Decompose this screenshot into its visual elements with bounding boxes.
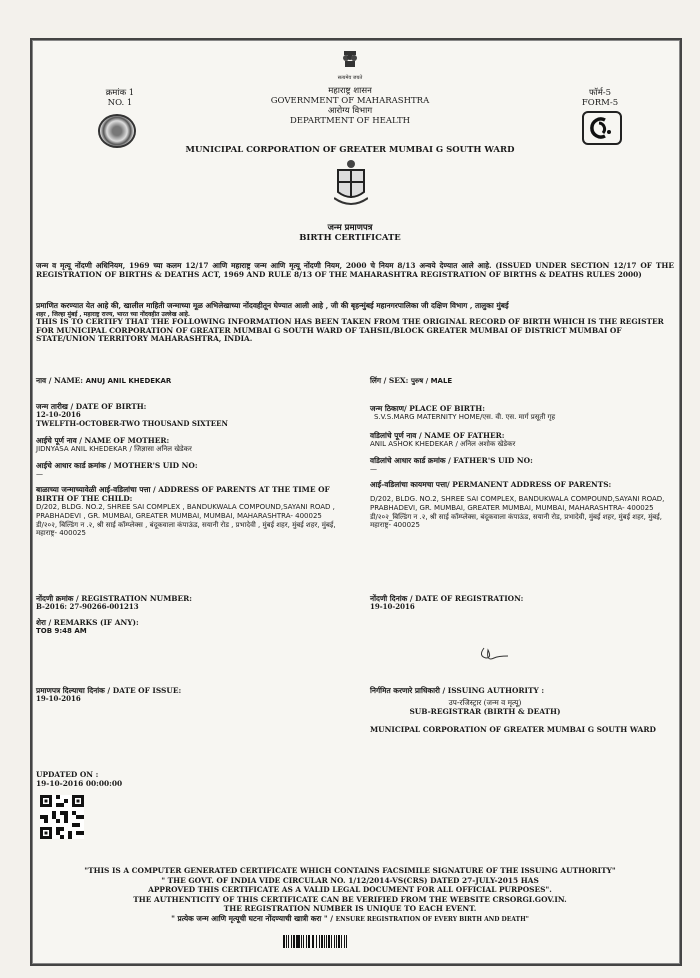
mother-label: आईचे पूर्ण नाव / NAME OF MOTHER: — [36, 435, 170, 445]
emblem-motto: सत्यमेव जयते — [337, 75, 363, 81]
certify-mr-1: प्रमाणित करण्यात येत आहे की, खालील माहिती जन्माच्या मूळ अभिलेखाच्या नोंदवहीतून घेण्यात आली आहे , जी की बृहन्मुंबई महानगरपालिका जी दक्षिण विभाग , तालुका मुंबई — [36, 301, 509, 310]
title-en: BIRTH CERTIFICATE — [299, 233, 401, 243]
footer-disclaimer — [60, 866, 640, 925]
father-label: वडिलांचे पूर्ण नाव / NAME OF FATHER: — [370, 430, 505, 440]
right-column — [370, 376, 675, 530]
dept-en: DEPARTMENT OF HEALTH — [289, 116, 411, 126]
title-mr: जन्म प्रमाणपत्र — [327, 223, 373, 233]
issued-mr: जन्म व मृत्यू नोंदणी अधिनियम, 1969 च्या कलम 12/17 आणि महाराष्ट्र जन्म आणि मृत्यू नोंदणी नियम, 2000 चे नियम 8/13 अन्वये देण्यात आले आहे. — [36, 261, 492, 270]
gov-mr: महाराष्ट्र शासन — [328, 86, 372, 96]
father-uid-label: वडिलांचे आधार कार्ड क्रमांक / FATHER'S UID NO: — [370, 455, 533, 465]
form-number — [570, 88, 630, 108]
addr-perm-en: D/202, BLDG. NO.2, SHREE SAI COMPLEX, BANDUKWALA COMPOUND,SAYANI ROAD, PRABHADEVI, GR. MUMBAI, GREATER MUMBAI, MUMBAI, MAHARASHTRA- 400025 — [370, 495, 665, 512]
barcode-bar — [347, 935, 348, 948]
footer-line-6-en: ENSURE REGISTRATION OF EVERY BIRTH AND DEATH" — [335, 915, 529, 923]
footer-line-1: "THIS IS A COMPUTER GENERATED CERTIFICATE WHICH CONTAINS FACSIMILE SIGNATURE OF THE ISSUING AUTHORITY" — [84, 866, 616, 875]
registration-number-field — [36, 594, 356, 636]
addr-perm-mr: डी/२०२_बिल्डिंग न .२, श्री साई कॉम्प्लेक्स, बंदूकवाला कंपाऊंड, सयानी रोड, प्रभादेवी, मुंबई शहर, मुंबई शहर, मुंबई, महाराष्ट्र- 400025 — [370, 512, 662, 530]
serial-number-en: NO. 1 — [107, 98, 133, 108]
certify-text — [36, 302, 674, 344]
footer-line-3: APPROVED THIS CERTIFICATE AS A VALID LEGAL DOCUMENT FOR ALL OFFICIAL PURPOSES". — [148, 885, 552, 895]
certify-en: THIS IS TO CERTIFY THAT THE FOLLOWING INFORMATION HAS BEEN TAKEN FROM THE ORIGINAL RECORD OF BIRTH WHICH IS THE REGISTER FOR MUNICIPAL CORPORATION OF GREATER MUMBAI G SOUTH WARD OF TAHSIL/BLOCK GREATER MUMBAI OF DISTRICT MUMBAI OF STATE/UNION TERRITORY MAHARASHTRA, INDIA. — [36, 316, 664, 344]
qr-code-icon — [40, 795, 84, 839]
mcgm-crest-icon — [334, 158, 368, 208]
government-header — [230, 86, 470, 126]
signature-stroke-icon — [476, 644, 516, 664]
regdate-value: 19-10-2016 — [370, 602, 415, 612]
ashoka-emblem-icon — [339, 48, 361, 70]
gov-en: GOVERNMENT OF MAHARASHTRA — [270, 96, 430, 106]
health-department-seal-icon — [98, 114, 136, 148]
dob-label: जन्म तारीख / DATE OF BIRTH: — [36, 401, 147, 411]
remarks-value: TOB 9:48 AM — [36, 627, 87, 636]
mother-value: JIDNYASA ANIL KHEDEKAR / जिज्ञासा अनिल खेडेकर — [36, 444, 192, 453]
regno-label: नोंदणी क्रमांक / REGISTRATION NUMBER: — [36, 594, 193, 603]
registration-date-field — [370, 594, 675, 612]
sex-field — [370, 376, 675, 386]
footer-line-2: " THE GOVT. OF INDIA VIDE CIRCULAR NO. 1/12/2014-VS(CRS) DATED 27-JULY-2015 HAS — [161, 875, 539, 885]
signature-image — [476, 644, 516, 664]
issued-en-1: (ISSUED UNDER — [495, 261, 567, 270]
crs-logo-icon — [582, 111, 622, 145]
serial-number-mr: क्रमांक 1 — [105, 88, 135, 98]
dob-value: 12-10-2016 — [36, 410, 81, 419]
issuing-authority — [370, 686, 675, 734]
name-value: ANUJ ANIL KHEDEKAR — [85, 377, 172, 385]
dob-words: TWELFTH-OCTOBER-TWO THOUSAND SIXTEEN — [36, 418, 228, 428]
name-field — [36, 376, 356, 386]
serial-number — [90, 88, 150, 108]
updated-on — [36, 770, 122, 788]
pob-value: S.V.S.MARG MATERNITY HOME/एस. वी. एस. मार्ग प्रसूती गृह — [374, 413, 556, 421]
father-value: ANIL ASHOK KHEDEKAR / अनिल अशोक खेडेकर — [370, 440, 516, 448]
dept-mr: आरोग्य विभाग — [327, 106, 373, 116]
certificate-title — [250, 223, 450, 243]
issued-under-text — [36, 262, 674, 280]
authority-label: निर्गमित करणारे प्राधिकारी / ISSUING AUTHORITY : — [370, 686, 545, 695]
mother-uid-label: आईचे आधार कार्ड क्रमांक / MOTHER'S UID NO: — [36, 460, 198, 470]
addr-perm-label: आई-वडिलांचा कायमचा पत्ता/ PERMANENT ADDRESS OF PARENTS: — [370, 479, 612, 489]
footer-line-4: THE AUTHENTICITY OF THIS CERTIFICATE CAN BE VERIFIED FROM THE WEBSITE CRSORGI.GOV.IN. — [133, 894, 567, 904]
form-number-mr: फॉर्म-5 — [588, 88, 612, 98]
father-uid-value: — — [370, 465, 377, 473]
footer-line-5: THE REGISTRATION NUMBER IS UNIQUE TO EACH EVENT. — [223, 904, 477, 914]
addr-birth-label: बाळाच्या जन्माच्यावेळी आई-वडिलांचा पत्ता / ADDRESS OF PARENTS AT THE TIME OF BIRTH OF THE CHILD: — [36, 484, 330, 503]
footer-line-6-mr: " प्रत्येक जन्म आणि मृत्यूची घटना नोंदण्याची खात्री करा " / — [171, 913, 334, 923]
issued-en-2: SECTION 12/17 OF THE REGISTRATION OF BIRTHS & DEATHS ACT, 1969 AND RULE 8/13 OF THE MAHARASHTRA REGISTRATION OF BIRTHS & DEATHS RULES 2000) — [36, 261, 675, 279]
issue-value: 19-10-2016 — [36, 694, 81, 704]
remarks-label: शेरा / REMARKS (IF ANY): — [36, 618, 139, 627]
barcode — [283, 935, 418, 948]
addr-birth-mr: डी/२०२, बिल्डिंग न .२, श्री साई कॉम्प्लेक्स , बंदूकवाला कंपाऊंड, सयानी रोड , प्रभादेवी , मुंबई शहर, मुंबई शहर, मुंबई, महाराष्ट्र- 400025 — [36, 520, 336, 538]
authority-corp: MUNICIPAL CORPORATION OF GREATER MUMBAI G SOUTH WARD — [370, 724, 656, 734]
updated-value: 19-10-2016 00:00:00 — [36, 779, 123, 789]
form-number-en: FORM-5 — [581, 98, 619, 108]
pob-label: जन्म ठिकाण/ PLACE OF BIRTH: — [370, 403, 486, 413]
national-emblem — [330, 48, 370, 83]
issue-date-field — [36, 686, 356, 704]
sex-label: लिंग / SEX: — [370, 376, 409, 385]
crs-logo-glyph-icon — [589, 117, 615, 139]
crest-shape-icon — [334, 158, 368, 208]
corporation-name: MUNICIPAL CORPORATION OF GREATER MUMBAI G SOUTH WARD — [185, 145, 515, 155]
footer-line-6 — [60, 914, 640, 925]
regno-value: B-2016: 27-90266-001213 — [36, 602, 139, 612]
certify-mr-2: शहर , जिल्हा मुंबई , महाराष्ट्र राज्य, भारत च्या नोंदवहीत उल्लेख आहे. — [36, 310, 191, 318]
issue-label: प्रमाणपत्र दिल्याचा दिनांक / DATE OF ISSUE: — [36, 686, 182, 695]
authority-en: SUB-REGISTRAR (BIRTH & DEATH) — [409, 707, 561, 717]
qr-code[interactable] — [40, 795, 84, 839]
mother-uid-value: — — [36, 469, 43, 478]
regdate-label: नोंदणी दिनांक / DATE OF REGISTRATION: — [370, 594, 524, 603]
name-label: नाव / NAME: — [36, 376, 84, 385]
left-column — [36, 376, 356, 538]
sex-value: पुरुष / MALE — [410, 377, 453, 385]
authority-mr: उप-रजिस्ट्रार (जन्म व मृत्यू) — [448, 698, 522, 708]
updated-label: UPDATED ON : — [36, 770, 99, 779]
addr-birth-en: D/202, BLDG. NO.2, SHREE SAI COMPLEX , BANDUKWALA COMPOUND,SAYANI ROAD , PRABHADEVI , GR. MUMBAI, GREATER MUMBAI, MUMBAI, MAHARASHTRA- 400025 — [36, 503, 335, 520]
